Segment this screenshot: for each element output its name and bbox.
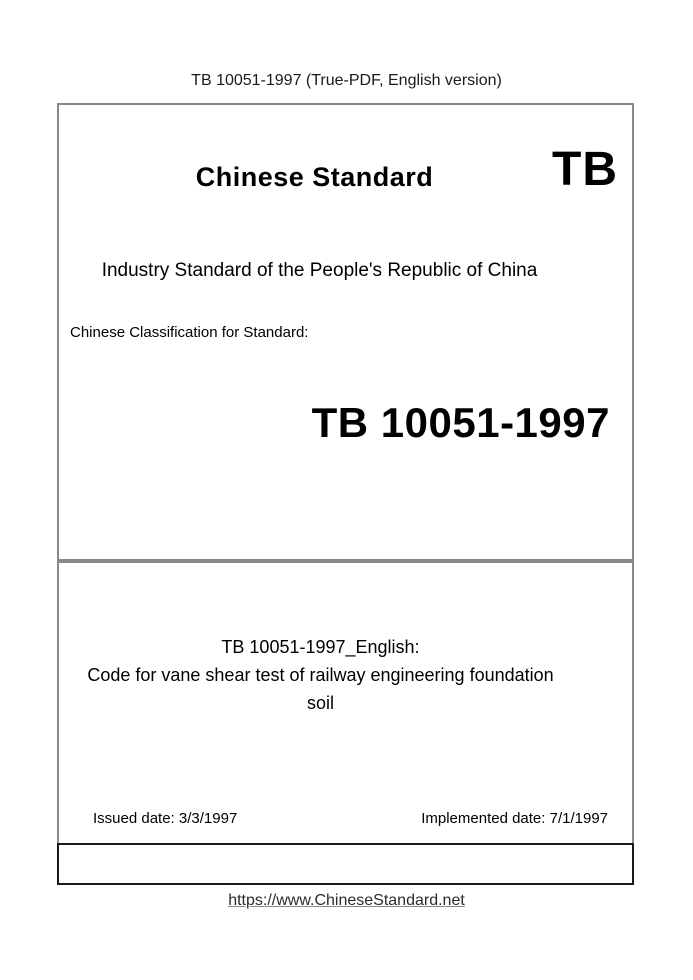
brand-logo: TB xyxy=(552,143,618,196)
classification-label: Chinese Classification for Standard: xyxy=(70,324,309,341)
brand-title: Chinese Standard xyxy=(195,162,434,192)
cover-box xyxy=(57,103,634,561)
title-box xyxy=(57,561,634,843)
document-title xyxy=(59,633,632,717)
page-header-text: TB 10051-1997 (True-PDF, English version) xyxy=(191,72,502,89)
document-title-line3: soil xyxy=(306,693,334,713)
website-link[interactable]: https://www.ChineseStandard.net xyxy=(228,892,465,909)
implemented-date: Implemented date: 7/1/1997 xyxy=(421,810,608,827)
standard-subtitle: Industry Standard of the People's Republic of China xyxy=(101,260,538,281)
empty-footer-box xyxy=(57,843,634,885)
document-title-line1: TB 10051-1997_English: xyxy=(221,637,420,657)
dates-row xyxy=(93,810,608,828)
standard-number: TB 10051-1997 xyxy=(311,399,610,446)
issued-date: Issued date: 3/3/1997 xyxy=(93,810,238,827)
document-title-line2: Code for vane shear test of railway engineering foundation xyxy=(87,665,554,685)
